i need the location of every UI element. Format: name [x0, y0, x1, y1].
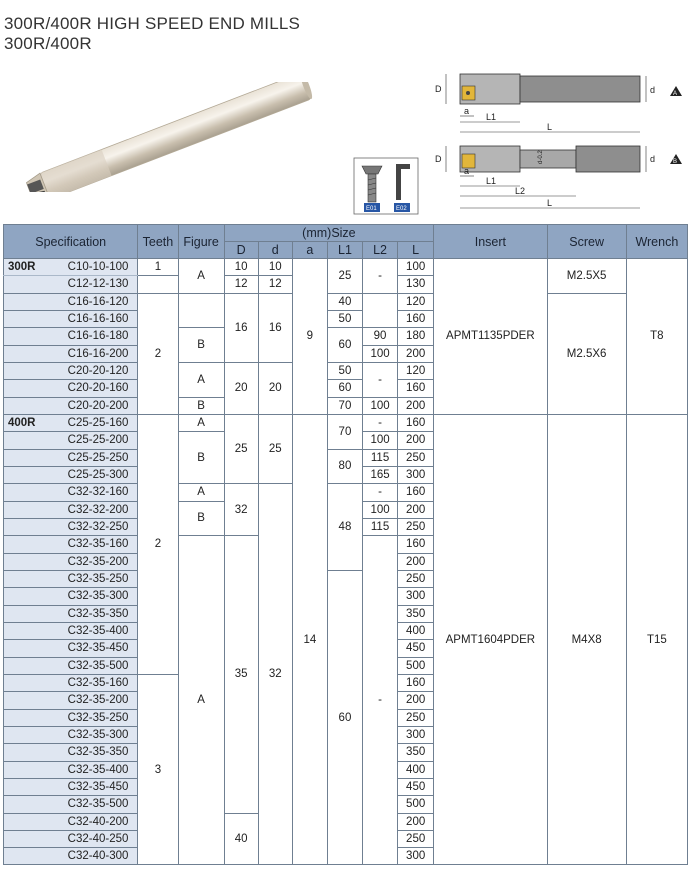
spec-cell: C32-35-400: [4, 622, 138, 639]
spec-cell: C32-35-350: [4, 744, 138, 761]
series-label-300r: 300R: [8, 261, 36, 274]
spec-cell: C32-35-400: [4, 761, 138, 778]
teeth-cell: 2: [138, 293, 178, 414]
page-title: [4, 14, 300, 54]
figure-b-drawing: [435, 146, 682, 208]
d-cell: 16: [258, 293, 292, 362]
L-cell: 300: [398, 726, 434, 743]
L-cell: 250: [398, 449, 434, 466]
D-cell: 40: [224, 813, 258, 865]
dim-L1-label: L1: [486, 112, 497, 122]
dim-a-label-b: a: [464, 166, 470, 176]
screw-and-wrench-icons: [354, 158, 418, 214]
L2-cell: 115: [363, 449, 398, 466]
figure-cell: A: [178, 414, 224, 431]
L-cell: 160: [398, 380, 434, 397]
figure-cell: B: [178, 432, 224, 484]
header-screw: Screw: [547, 225, 626, 259]
header-D: D: [224, 242, 258, 259]
dim-L2-label: L2: [515, 186, 526, 196]
L-cell: 450: [398, 778, 434, 795]
L-cell: 100: [398, 259, 434, 276]
L1-cell: 70: [327, 397, 362, 414]
d-cell: 32: [258, 484, 292, 865]
L1-cell: 50: [327, 310, 362, 327]
D-cell: 20: [224, 362, 258, 414]
L-cell: 300: [398, 588, 434, 605]
table-row: [4, 414, 688, 431]
spec-cell: C32-35-160: [4, 674, 138, 691]
spec-cell: C25-25-200: [4, 432, 138, 449]
L1-cell: 48: [327, 484, 362, 571]
header-specification: Specification: [4, 225, 138, 259]
L1-cell: 60: [327, 380, 362, 397]
L1-cell: 25: [327, 259, 362, 294]
L-cell: 200: [398, 813, 434, 830]
spec-cell: C32-35-300: [4, 726, 138, 743]
screw-cell: M2.5X5: [547, 259, 626, 294]
screw-tag: E01: [366, 206, 377, 212]
D-cell: 35: [224, 536, 258, 813]
table-row: [4, 293, 688, 310]
figure-cell: B: [178, 397, 224, 414]
title-line-2: 300R/400R: [4, 34, 92, 53]
L2-cell: 100: [363, 432, 398, 449]
L-cell: 200: [398, 345, 434, 362]
teeth-cell: 3: [138, 674, 178, 865]
spec-cell: C32-32-200: [4, 501, 138, 518]
L-cell: 400: [398, 622, 434, 639]
header-d: d: [258, 242, 292, 259]
teeth-cell: 2: [138, 414, 178, 674]
teeth-cell: 1: [138, 259, 178, 276]
dim-L-label: L: [547, 122, 553, 132]
figure-a-marker-label: A: [673, 91, 678, 97]
L-cell: 450: [398, 640, 434, 657]
L-cell: 160: [398, 536, 434, 553]
d-cell: 10: [258, 259, 292, 276]
spec-cell: C16-16-200: [4, 345, 138, 362]
L1-cell: 80: [327, 449, 362, 484]
spec-cell: C32-40-200: [4, 813, 138, 830]
L-cell: 350: [398, 744, 434, 761]
spec-cell: C16-16-160: [4, 310, 138, 327]
figure-cell: A: [178, 484, 224, 501]
specification-table: [3, 224, 688, 865]
header-L: L: [398, 242, 434, 259]
L-cell: 300: [398, 466, 434, 483]
dim-D-label-b: D: [435, 154, 442, 164]
L1-cell: 60: [327, 328, 362, 363]
L-cell: 250: [398, 830, 434, 847]
screw-cell: M4X8: [547, 414, 626, 865]
spec-cell: C32-35-450: [4, 778, 138, 795]
dim-d-label-b: d: [650, 154, 656, 164]
series-label-400r: 400R: [8, 417, 36, 430]
title-line-1: 300R/400R HIGH SPEED END MILLS: [4, 14, 301, 33]
spec-cell: C12-12-130: [4, 276, 138, 293]
L-cell: 300: [398, 848, 434, 865]
D-cell: 25: [224, 414, 258, 483]
figure-cell: [178, 293, 224, 328]
d-cell: 25: [258, 414, 292, 483]
spec-cell: C25-25-300: [4, 466, 138, 483]
table-row: [4, 259, 688, 276]
L1-cell: 70: [327, 414, 362, 449]
dim-a-label: a: [464, 106, 470, 116]
d-cell: 12: [258, 276, 292, 293]
D-cell: 10: [224, 259, 258, 276]
a-cell: 9: [292, 259, 327, 415]
header-size-group: (mm)Size: [224, 225, 434, 242]
header-a: a: [292, 242, 327, 259]
L2-cell: -: [363, 362, 398, 397]
spec-cell: C32-35-200: [4, 553, 138, 570]
spec-cell: C32-40-250: [4, 830, 138, 847]
teeth-cell: [138, 276, 178, 293]
figure-cell: A: [178, 362, 224, 397]
spec-cell: C32-35-200: [4, 692, 138, 709]
L1-cell: 60: [327, 570, 362, 865]
wrench-cell: T15: [626, 414, 687, 865]
L-cell: 500: [398, 796, 434, 813]
L-cell: 200: [398, 501, 434, 518]
spec-cell: C32-35-300: [4, 588, 138, 605]
dim-D-label: D: [435, 84, 442, 94]
figure-cell: A: [178, 536, 224, 865]
D-cell: 32: [224, 484, 258, 536]
header-insert: Insert: [434, 225, 547, 259]
L-cell: 350: [398, 605, 434, 622]
L-cell: 250: [398, 570, 434, 587]
L-cell: 120: [398, 293, 434, 310]
spec-cell: C32-35-500: [4, 796, 138, 813]
L-cell: 180: [398, 328, 434, 345]
L2-cell: 100: [363, 501, 398, 518]
insert-cell: APMT1135PDER: [434, 259, 547, 415]
spec-cell: C32-35-250: [4, 709, 138, 726]
a-cell: 14: [292, 414, 327, 865]
L-cell: 200: [398, 692, 434, 709]
L1-cell: 40: [327, 293, 362, 310]
spec-cell: C32-40-300: [4, 848, 138, 865]
dim-d-label: d: [650, 85, 656, 95]
L2-cell: 90: [363, 328, 398, 345]
figure-cell: A: [178, 259, 224, 294]
L2-cell: -: [363, 259, 398, 294]
D-cell: 16: [224, 293, 258, 362]
L2-cell: 115: [363, 518, 398, 535]
dim-L1-label-b: L1: [486, 176, 497, 186]
end-mill-photo: [26, 82, 326, 192]
figure-a-drawing: [435, 74, 682, 132]
spec-cell: C20-20-160: [4, 380, 138, 397]
dim-L-label-b: L: [547, 198, 553, 208]
header-L1: L1: [327, 242, 362, 259]
insert-cell: APMT1604PDER: [434, 414, 547, 865]
L-cell: 130: [398, 276, 434, 293]
spec-cell: C32-35-500: [4, 657, 138, 674]
header-figure: Figure: [178, 225, 224, 259]
spec-cell: C20-20-120: [4, 362, 138, 379]
L2-cell: [363, 293, 398, 328]
L-cell: 250: [398, 709, 434, 726]
header-wrench: Wrench: [626, 225, 687, 259]
spec-cell: C32-32-160: [4, 484, 138, 501]
figure-cell: B: [178, 501, 224, 536]
L-cell: 200: [398, 553, 434, 570]
spec-cell: C32-35-250: [4, 570, 138, 587]
L-cell: 160: [398, 414, 434, 431]
screw-cell: M2.5X6: [547, 293, 626, 414]
L-cell: 120: [398, 362, 434, 379]
L2-cell: 165: [363, 466, 398, 483]
L-cell: 160: [398, 484, 434, 501]
spec-cell: 400R C25-25-160: [4, 414, 138, 431]
header-teeth: Teeth: [138, 225, 178, 259]
spec-cell: C16-16-180: [4, 328, 138, 345]
header-L2: L2: [363, 242, 398, 259]
technical-drawings: [340, 66, 686, 218]
L2-cell: -: [363, 414, 398, 431]
dim-neck-label: d-0.2: [538, 150, 544, 164]
L1-cell: 50: [327, 362, 362, 379]
L2-cell: 100: [363, 345, 398, 362]
L-cell: 400: [398, 761, 434, 778]
L2-cell: -: [363, 536, 398, 865]
L2-cell: -: [363, 484, 398, 501]
wrench-tag: E02: [396, 206, 407, 212]
L-cell: 200: [398, 397, 434, 414]
spec-cell: 300R C10-10-100: [4, 259, 138, 276]
spec-cell: C32-32-250: [4, 518, 138, 535]
figure-cell: B: [178, 328, 224, 363]
spec-cell: C25-25-250: [4, 449, 138, 466]
spec-cell: C32-35-160: [4, 536, 138, 553]
L-cell: 200: [398, 432, 434, 449]
L-cell: 250: [398, 518, 434, 535]
L2-cell: 100: [363, 397, 398, 414]
spec-cell: C32-35-450: [4, 640, 138, 657]
d-cell: 20: [258, 362, 292, 414]
D-cell: 12: [224, 276, 258, 293]
spec-cell: C16-16-120: [4, 293, 138, 310]
figure-b-marker-label: B: [673, 159, 678, 165]
spec-cell: C32-35-350: [4, 605, 138, 622]
L-cell: 160: [398, 310, 434, 327]
spec-cell: C20-20-200: [4, 397, 138, 414]
L-cell: 500: [398, 657, 434, 674]
L-cell: 160: [398, 674, 434, 691]
wrench-cell: T8: [626, 259, 687, 415]
